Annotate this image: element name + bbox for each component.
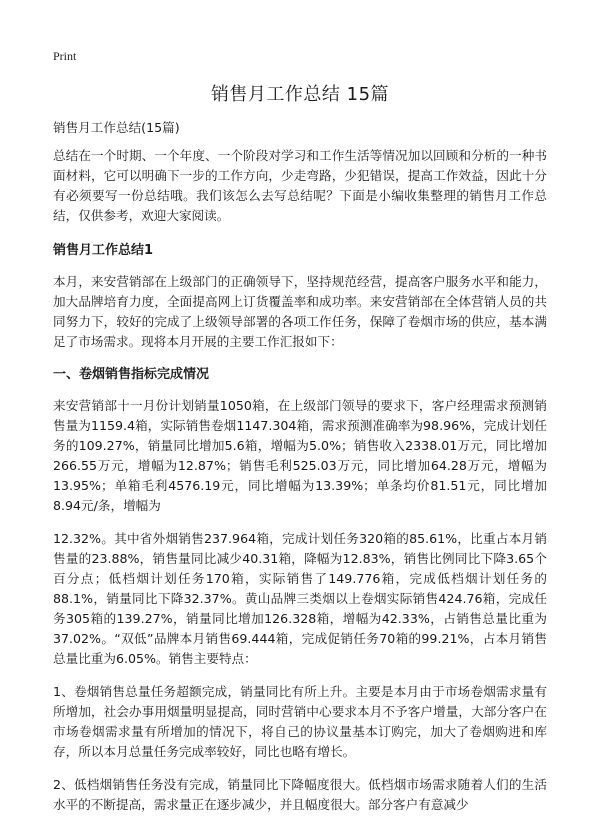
document-subtitle: 销售月工作总结(15篇) <box>53 120 180 135</box>
section1-paragraph: 本月，来安营销部在上级部门的正确领导下，坚持规范经营，提高客户服务水平和能力，加大品牌培育力度，全面提高网上订货覆盖率和成功率。来安营销部在全体营销人员的共同努力下，较好的完成了上级领导部署的各项工作任务，保障了卷烟市场的供应，基本满足了市场需求。现将本月开展的主要工作汇报如下： <box>53 274 547 349</box>
print-label: Print <box>53 49 77 63</box>
point-1-paragraph: 1、卷烟销售总量任务超额完成，销量同比有所上升。主要是本月由于市场卷烟需求量有所增加，社会办事用烟量明显提高，同时营销中心要求本月不予客户增量，大部分客户在市场卷烟需求量有所增加的情况下，将自己的协议量基本订购完，加大了卷烟购进和库存，所以本月总量任务完成率较好，同比也略有增长。 <box>53 684 547 759</box>
point-2-paragraph: 2、低档烟销售任务没有完成，销量同比下降幅度很大。低档烟市场需求随着人们的生活水平的不断提高，需求量正在逐步减少，并且幅度很大。部分客户有意减少 <box>53 777 547 812</box>
section1-heading: 销售月工作总结1 <box>53 243 154 258</box>
document-body <box>53 118 547 828</box>
sales-indicator-heading: 一、卷烟销售指标完成情况 <box>53 367 210 382</box>
stats-paragraph-2: 12.32%。其中省外烟销售237.964箱，完成计划任务320箱的85.61%，比重占本月销售量的23.88%，销售量同比减少40.31箱，降幅为12.83%，销售比例同比下降3.65个百分点；低档烟计划任务170箱，实际销售了149.776箱，完成低档烟计划任务的88.1%，销量同比下降32.37%。黄山品牌三类烟以上卷烟实际销售424.76箱，完成任务305箱的139.27%，销量同比增加126.328箱，增幅为42.33%，占销售总量比重为37.02%。“双低”品牌本月销售69.444箱，完成促销任务70箱的99.21%，占本月销售总量比重为6.05%。销售主要特点： <box>53 531 547 666</box>
intro-paragraph: 总结在一个时期、一个年度、一个阶段对学习和工作生活等情况加以回顾和分析的一种书面材料，它可以明确下一步的工作方向，少走弯路，少犯错误，提高工作效益，因此十分有必须要写一份总结哦。我们该怎么去写总结呢？下面是小编收集整理的销售月工作总结，仅供参考，欢迎大家阅读。 <box>53 148 547 223</box>
page-title: 销售月工作总结 15篇 <box>210 84 390 105</box>
stats-paragraph-1: 来安营销部十一月份计划销量1050箱，在上级部门领导的要求下，客户经理需求预测销售量为1159.4箱，实际销售卷烟1147.304箱，需求预测准确率为98.96%，完成计划任务的109.27%，销量同比增加5.6箱，增幅为5.0%；销售收入2338.01万元，同比增加266.55万元，增幅为12.87%；销售毛利525.03万元，同比增加64.28万元，增幅为13.95%；单箱毛利4576.19元，同比增幅为13.39%；单条均价81.51元，同比增加8.94元/条，增幅为 <box>53 398 547 513</box>
